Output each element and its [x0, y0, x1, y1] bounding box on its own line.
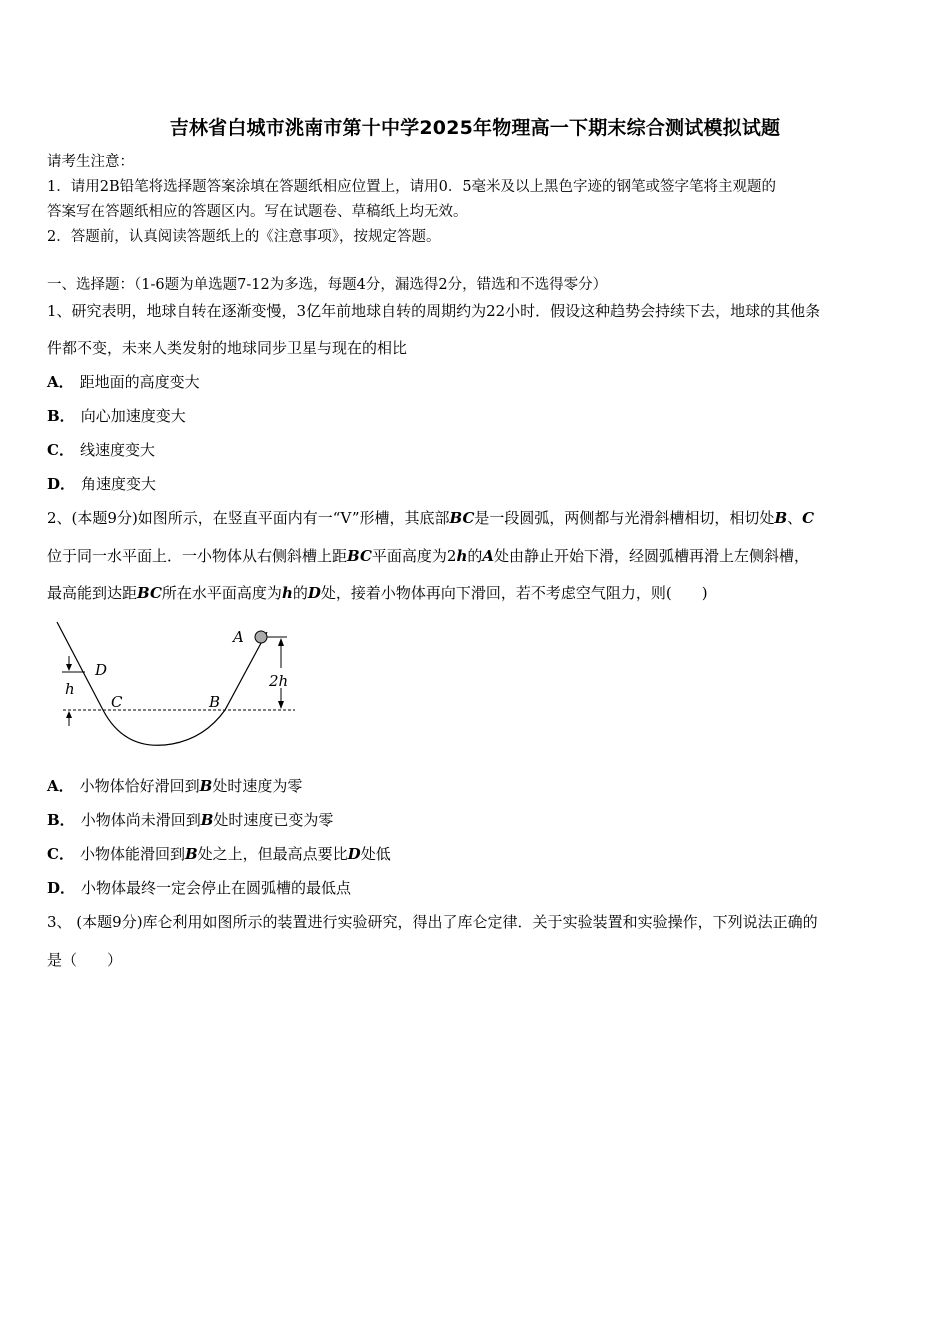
- label-a: A: [233, 628, 244, 646]
- option-text: 角速度变大: [81, 475, 157, 493]
- option-text: 线速度变大: [79, 441, 155, 459]
- question-1-option-b: [47, 407, 907, 425]
- notice-item-1: 1．请用2B铅笔将选择题答案涂填在答题纸相应位置上，请用0．5毫米及以上黑色字迹的钢笔或签字笔将主观题的: [47, 179, 777, 195]
- option-text: 距地面的高度变大: [79, 373, 200, 391]
- option-key: B．: [47, 407, 75, 425]
- notice-heading: 请考生注意：: [47, 154, 134, 170]
- question-2-option-b: B． 小物体尚未滑回到B处时速度已变为零: [47, 811, 334, 829]
- question-1-stem: 1、研究表明，地球自转在逐渐变慢，3亿年前地球自转的周期约为22小时．假设这种趋势会持续下去，地球的其他条: [47, 302, 821, 320]
- option-key: C．: [47, 441, 74, 459]
- question-2-stem-cont-2: 最高能到达距BC所在水平面高度为h的D处，接着小物体再向下滑回，若不考虑空气阻力，则( ): [47, 584, 708, 602]
- question-1-option-d: [47, 475, 907, 493]
- notice-item-1-cont: 答案写在答题纸相应的答题区内。写在试题卷、草稿纸上均无效。: [47, 204, 468, 220]
- question-2-option-c: C． 小物体能滑回到B处之上，但最高点要比D处低: [47, 845, 391, 863]
- section-heading: 一、选择题：（1-6题为单选题7-12为多选，每题4分，漏选得2分，错选和不选得零分）: [47, 277, 608, 293]
- v-groove-figure: [55, 620, 305, 732]
- question-2-option-d: D． 小物体最终一定会停止在圆弧槽的最低点: [47, 879, 352, 897]
- label-2h: 2h: [269, 672, 289, 690]
- ball: [255, 631, 267, 643]
- question-2-stem: 2、(本题9分)如图所示，在竖直平面内有一“V”形槽，其底部BC是一段圆弧，两侧都与光滑斜槽相切，相切处B、C: [47, 509, 815, 527]
- question-1-option-c: [47, 441, 907, 459]
- label-c: C: [111, 693, 123, 711]
- question-3-stem-cont: 是（ ）: [47, 951, 123, 969]
- question-1-stem-cont: 件都不变，未来人类发射的地球同步卫星与现在的相比: [47, 339, 408, 357]
- question-2-option-a: A． 小物体恰好滑回到B处时速度为零: [47, 777, 303, 795]
- notice-item-2: 2．答题前，认真阅读答题纸上的《注意事项》，按规定答题。: [47, 229, 441, 245]
- question-3-stem: 3、 (本题9分)库仑利用如图所示的装置进行实验研究，得出了库仑定律．关于实验装置和实验操作，下列说法正确的: [47, 913, 818, 931]
- option-key: D．: [47, 475, 76, 493]
- option-key: A．: [47, 373, 74, 391]
- question-2-stem-cont: 位于同一水平面上．一小物体从右侧斜槽上距BC平面高度为2h的A处由静止开始下滑，经圆弧槽再滑上左侧斜槽，: [47, 547, 810, 565]
- label-d: D: [95, 661, 108, 679]
- label-b: B: [209, 693, 221, 711]
- label-h: h: [65, 680, 75, 698]
- page-title: 吉林省白城市洮南市第十中学2025年物理高一下期末综合测试模拟试题: [169, 117, 781, 139]
- option-text: 向心加速度变大: [80, 407, 186, 425]
- question-1-option-a: [47, 373, 907, 391]
